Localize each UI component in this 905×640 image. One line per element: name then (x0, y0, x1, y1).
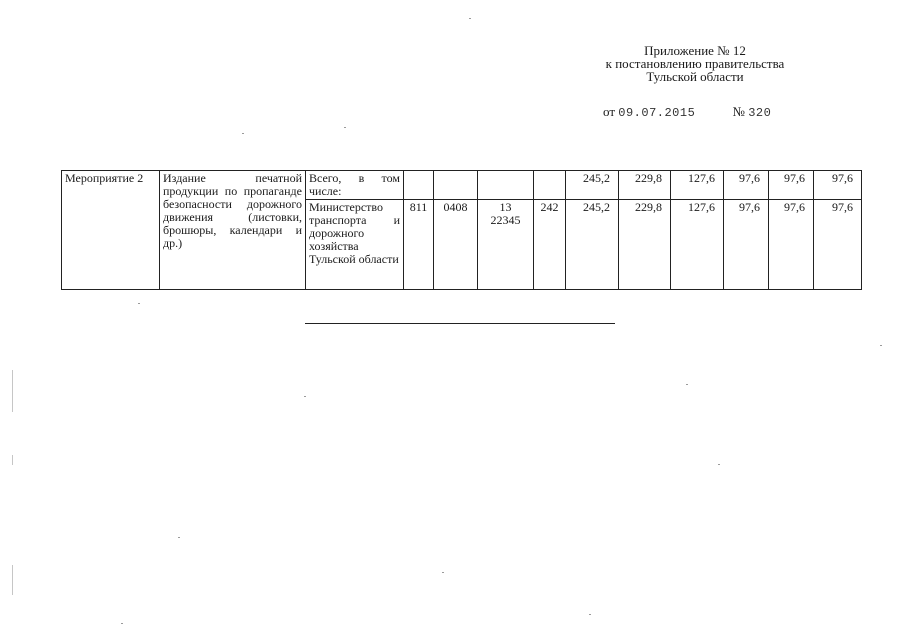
budget-table (61, 170, 862, 290)
scan-speck (718, 464, 720, 465)
value-cell: 97,6 (724, 171, 769, 200)
value-cell: 97,6 (769, 171, 814, 200)
scan-speck (686, 384, 688, 385)
date-value: 09.07.2015 (618, 106, 696, 120)
value-cell: 97,6 (814, 200, 862, 290)
value-cell: 97,6 (769, 200, 814, 290)
appendix-subtitle: к постановлению правительства (605, 56, 785, 71)
measure-cell: Мероприятие 2 (62, 171, 160, 290)
value-cell: 245,2 (566, 200, 619, 290)
recipient-cell: Министерство транспорта и дорожного хозяйства Тульской области (306, 200, 404, 290)
scan-speck (344, 127, 346, 128)
recipient-cell: Всего, в том числе: (306, 171, 404, 200)
appendix-region: Тульской области (646, 69, 744, 84)
description-cell: Издание печатной продукции по пропаганде безопасности дорожного движения (листовки, брошюры, календари и др.) (160, 171, 306, 290)
value-cell: 127,6 (671, 171, 724, 200)
scan-speck (121, 623, 123, 624)
scan-edge-mark (12, 370, 13, 412)
vr-cell (534, 171, 566, 200)
csr-cell: 13 22345 (478, 200, 534, 290)
decree-date-line (603, 104, 771, 120)
value-cell: 245,2 (566, 171, 619, 200)
scan-speck (242, 133, 244, 134)
date-label: от (603, 104, 616, 119)
appendix-title: Приложение № 12 (644, 43, 746, 58)
scan-speck (469, 18, 471, 19)
csr-cell (478, 171, 534, 200)
number-value: 320 (748, 106, 772, 120)
gr-cell (404, 171, 434, 200)
rz-cell: 0408 (434, 200, 478, 290)
value-cell: 97,6 (724, 200, 769, 290)
scan-edge-mark (12, 455, 13, 465)
scan-speck (178, 537, 180, 538)
number-label: № (732, 104, 745, 119)
value-cell: 97,6 (814, 171, 862, 200)
scan-speck (442, 572, 444, 573)
scan-speck (880, 345, 882, 346)
scan-speck (589, 614, 591, 615)
value-cell: 229,8 (619, 200, 671, 290)
scan-speck (304, 396, 306, 397)
scan-edge-mark (12, 565, 13, 595)
vr-cell: 242 (534, 200, 566, 290)
value-cell: 127,6 (671, 200, 724, 290)
gr-cell: 811 (404, 200, 434, 290)
table-row (62, 171, 862, 200)
rz-cell (434, 171, 478, 200)
scan-speck (138, 303, 140, 304)
value-cell: 229,8 (619, 171, 671, 200)
appendix-header (560, 44, 830, 83)
closing-rule (305, 323, 615, 324)
